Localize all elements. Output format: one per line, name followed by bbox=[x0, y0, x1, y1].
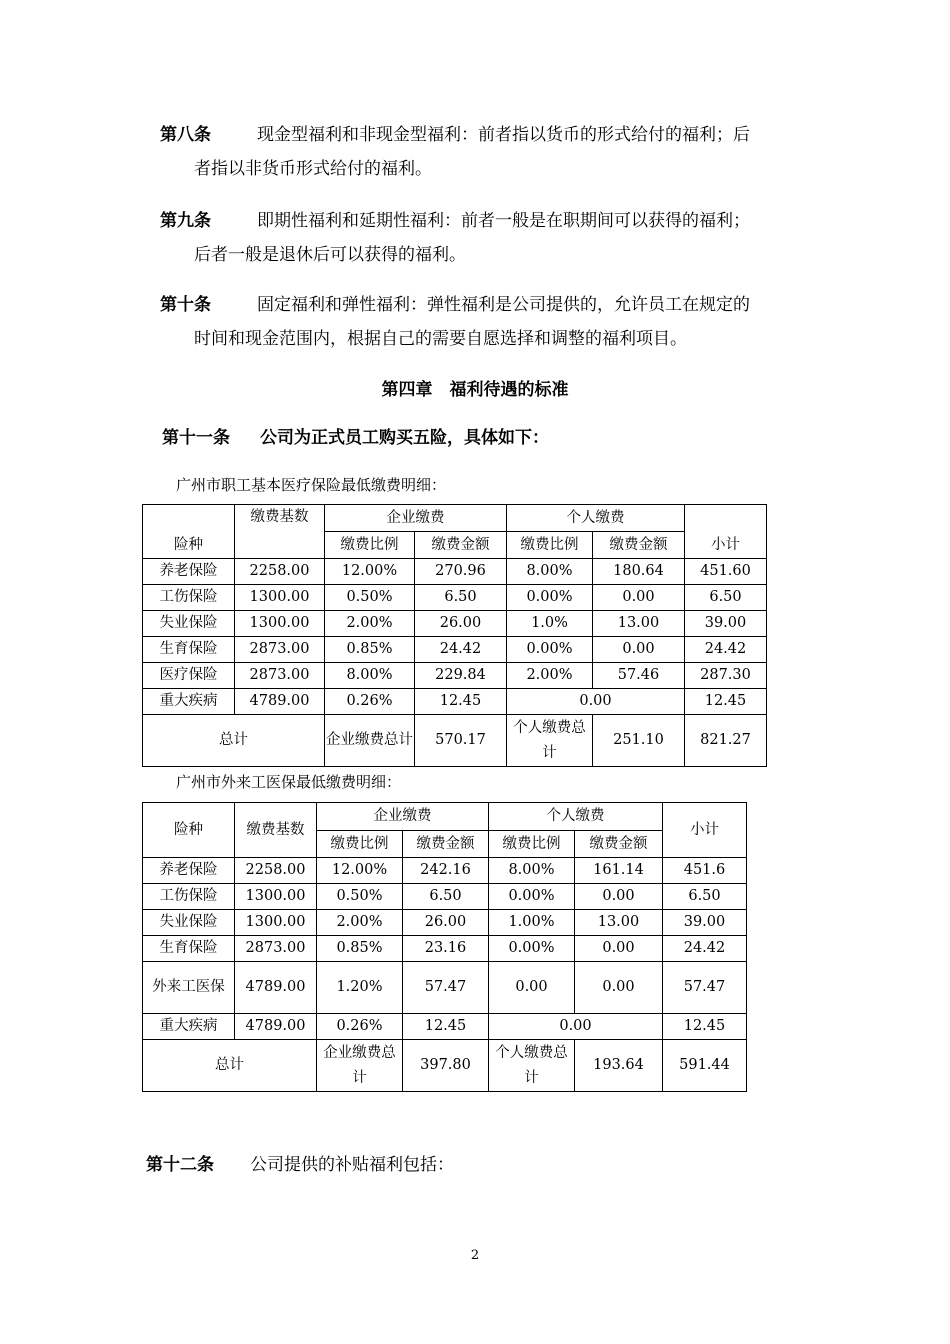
cell-personal-rate: 0.00% bbox=[489, 884, 575, 910]
table2-caption: 广州市外来工医保最低缴费明细： bbox=[176, 773, 402, 791]
cell-subtotal: 24.42 bbox=[663, 936, 747, 962]
cell-type: 失业保险 bbox=[143, 910, 235, 936]
cell-personal-rate: 0.00 bbox=[489, 962, 575, 1014]
cell-base: 1300.00 bbox=[235, 884, 317, 910]
cell-type: 生育保险 bbox=[143, 936, 235, 962]
cell-personal-rate: 2.00% bbox=[507, 663, 593, 689]
article-text-cont: 时间和现金范围内，根据自己的需要自愿选择和调整的福利项目。 bbox=[194, 329, 687, 349]
cell-company-amount: 6.50 bbox=[403, 884, 489, 910]
cell-subtotal: 39.00 bbox=[663, 910, 747, 936]
header-personal-rate: 缴费比例 bbox=[507, 532, 593, 559]
cell-company-rate: 12.00% bbox=[317, 858, 403, 884]
cell-personal-amount: 0.00 bbox=[593, 637, 685, 663]
cell-subtotal: 6.50 bbox=[685, 585, 767, 611]
total-all-value: 821.27 bbox=[685, 715, 767, 767]
cell-company-rate: 1.20% bbox=[317, 962, 403, 1014]
cell-company-amount: 6.50 bbox=[415, 585, 507, 611]
article-number: 第十一条 bbox=[162, 428, 230, 448]
header-personal-amount: 缴费金额 bbox=[593, 532, 685, 559]
article-text-cont: 后者一般是退休后可以获得的福利。 bbox=[194, 245, 466, 265]
table-row bbox=[143, 962, 747, 1014]
header-personal: 个人缴费 bbox=[507, 505, 685, 532]
cell-base: 2873.00 bbox=[235, 663, 325, 689]
cell-type: 工伤保险 bbox=[143, 585, 235, 611]
cell-company-amount: 12.45 bbox=[415, 689, 507, 715]
cell-company-rate: 0.50% bbox=[317, 884, 403, 910]
cell-personal-amount: 57.46 bbox=[593, 663, 685, 689]
cell-company-rate: 12.00% bbox=[325, 559, 415, 585]
cell-company-rate: 0.50% bbox=[325, 585, 415, 611]
cell-type: 重大疾病 bbox=[143, 1014, 235, 1040]
article-text: 公司为正式员工购买五险，具体如下： bbox=[260, 428, 549, 448]
cell-base: 4789.00 bbox=[235, 689, 325, 715]
cell-base: 2873.00 bbox=[235, 637, 325, 663]
cell-base: 1300.00 bbox=[235, 910, 317, 936]
header-company-amount: 缴费金额 bbox=[403, 831, 489, 858]
cell-company-rate: 0.26% bbox=[317, 1014, 403, 1040]
cell-base: 2258.00 bbox=[235, 858, 317, 884]
cell-base: 1300.00 bbox=[235, 585, 325, 611]
cell-company-amount: 229.84 bbox=[415, 663, 507, 689]
table-row-total bbox=[143, 715, 767, 767]
header-company: 企业缴费 bbox=[325, 505, 507, 532]
header-personal: 个人缴费 bbox=[489, 803, 663, 831]
cell-type: 工伤保险 bbox=[143, 884, 235, 910]
header-type: 险种 bbox=[143, 803, 235, 858]
header-type: 险种 bbox=[143, 505, 235, 559]
cell-company-amount: 26.00 bbox=[415, 611, 507, 637]
article-text: 即期性福利和延期性福利：前者一般是在职期间可以获得的福利； bbox=[257, 211, 750, 231]
cell-company-amount: 26.00 bbox=[403, 910, 489, 936]
article-number: 第八条 bbox=[160, 125, 211, 145]
total-company-value: 397.80 bbox=[403, 1040, 489, 1092]
cell-personal-amount: 13.00 bbox=[593, 611, 685, 637]
cell-subtotal: 39.00 bbox=[685, 611, 767, 637]
cell-company-amount: 242.16 bbox=[403, 858, 489, 884]
cell-subtotal: 287.30 bbox=[685, 663, 767, 689]
table-row-total bbox=[143, 1040, 747, 1092]
cell-subtotal: 57.47 bbox=[663, 962, 747, 1014]
page-number: 2 bbox=[470, 1248, 480, 1263]
total-company-label: 企业缴费总计 bbox=[317, 1040, 403, 1092]
cell-personal-rate: 8.00% bbox=[507, 559, 593, 585]
total-label: 总计 bbox=[143, 715, 325, 767]
table-row bbox=[143, 585, 767, 611]
article-8 bbox=[160, 118, 820, 186]
cell-subtotal: 451.60 bbox=[685, 559, 767, 585]
cell-personal-merged: 0.00 bbox=[489, 1014, 663, 1040]
cell-company-amount: 57.47 bbox=[403, 962, 489, 1014]
table-row bbox=[143, 936, 747, 962]
header-subtotal: 小计 bbox=[685, 505, 767, 559]
cell-type: 生育保险 bbox=[143, 637, 235, 663]
total-company-label: 企业缴费总计 bbox=[325, 715, 415, 767]
cell-personal-amount: 161.14 bbox=[575, 858, 663, 884]
article-11 bbox=[162, 426, 549, 450]
cell-base: 4789.00 bbox=[235, 1014, 317, 1040]
cell-personal-rate: 0.00% bbox=[489, 936, 575, 962]
total-company-value: 570.17 bbox=[415, 715, 507, 767]
cell-base: 2258.00 bbox=[235, 559, 325, 585]
cell-personal-amount: 0.00 bbox=[575, 936, 663, 962]
table2 bbox=[142, 802, 747, 1092]
cell-type: 养老保险 bbox=[143, 858, 235, 884]
total-personal-label: 个人缴费总计 bbox=[489, 1040, 575, 1092]
cell-company-amount: 24.42 bbox=[415, 637, 507, 663]
cell-subtotal: 12.45 bbox=[685, 689, 767, 715]
table-row bbox=[143, 559, 767, 585]
cell-subtotal: 12.45 bbox=[663, 1014, 747, 1040]
cell-type: 重大疾病 bbox=[143, 689, 235, 715]
cell-subtotal: 451.6 bbox=[663, 858, 747, 884]
header-company-rate: 缴费比例 bbox=[317, 831, 403, 858]
total-personal-label: 个人缴费总计 bbox=[507, 715, 593, 767]
table-row-serious-illness bbox=[143, 1014, 747, 1040]
cell-company-rate: 2.00% bbox=[317, 910, 403, 936]
cell-personal-amount: 0.00 bbox=[593, 585, 685, 611]
header-company-rate: 缴费比例 bbox=[325, 532, 415, 559]
cell-subtotal: 24.42 bbox=[685, 637, 767, 663]
cell-personal-rate: 0.00% bbox=[507, 585, 593, 611]
header-subtotal: 小计 bbox=[663, 803, 747, 858]
chapter-title: 第四章 福利待遇的标准 bbox=[381, 380, 569, 400]
table-row bbox=[143, 858, 747, 884]
cell-company-amount: 23.16 bbox=[403, 936, 489, 962]
cell-type: 医疗保险 bbox=[143, 663, 235, 689]
table-row bbox=[143, 611, 767, 637]
table-row-serious-illness bbox=[143, 689, 767, 715]
article-text-cont: 者指以非货币形式给付的福利。 bbox=[194, 159, 432, 179]
total-personal-value: 193.64 bbox=[575, 1040, 663, 1092]
article-10 bbox=[160, 288, 820, 356]
cell-base: 1300.00 bbox=[235, 611, 325, 637]
cell-base: 4789.00 bbox=[235, 962, 317, 1014]
cell-company-rate: 0.85% bbox=[317, 936, 403, 962]
total-label: 总计 bbox=[143, 1040, 317, 1092]
total-all-value: 591.44 bbox=[663, 1040, 747, 1092]
cell-personal-rate: 1.00% bbox=[489, 910, 575, 936]
table-row bbox=[143, 663, 767, 689]
cell-company-rate: 2.00% bbox=[325, 611, 415, 637]
article-number: 第十二条 bbox=[146, 1155, 214, 1175]
cell-personal-rate: 1.0% bbox=[507, 611, 593, 637]
article-text: 固定福利和弹性福利：弹性福利是公司提供的，允许员工在规定的 bbox=[257, 295, 750, 315]
cell-personal-merged: 0.00 bbox=[507, 689, 685, 715]
cell-personal-amount: 0.00 bbox=[575, 962, 663, 1014]
cell-personal-rate: 0.00% bbox=[507, 637, 593, 663]
table1-caption: 广州市职工基本医疗保险最低缴费明细： bbox=[176, 476, 447, 494]
cell-personal-amount: 180.64 bbox=[593, 559, 685, 585]
table-row bbox=[143, 884, 747, 910]
header-base: 缴费基数 bbox=[235, 505, 325, 559]
table1 bbox=[142, 504, 767, 767]
cell-company-rate: 0.26% bbox=[325, 689, 415, 715]
header-company: 企业缴费 bbox=[317, 803, 489, 831]
table-row bbox=[143, 637, 767, 663]
cell-personal-amount: 0.00 bbox=[575, 884, 663, 910]
cell-type: 失业保险 bbox=[143, 611, 235, 637]
article-text: 公司提供的补贴福利包括： bbox=[250, 1155, 454, 1175]
header-company-amount: 缴费金额 bbox=[415, 532, 507, 559]
cell-base: 2873.00 bbox=[235, 936, 317, 962]
article-number: 第九条 bbox=[160, 211, 211, 231]
header-personal-amount: 缴费金额 bbox=[575, 831, 663, 858]
cell-personal-rate: 8.00% bbox=[489, 858, 575, 884]
article-number: 第十条 bbox=[160, 295, 211, 315]
cell-company-rate: 8.00% bbox=[325, 663, 415, 689]
cell-type: 养老保险 bbox=[143, 559, 235, 585]
cell-company-rate: 0.85% bbox=[325, 637, 415, 663]
header-base: 缴费基数 bbox=[235, 803, 317, 858]
cell-company-amount: 270.96 bbox=[415, 559, 507, 585]
header-personal-rate: 缴费比例 bbox=[489, 831, 575, 858]
cell-subtotal: 6.50 bbox=[663, 884, 747, 910]
article-9 bbox=[160, 204, 820, 272]
total-personal-value: 251.10 bbox=[593, 715, 685, 767]
cell-company-amount: 12.45 bbox=[403, 1014, 489, 1040]
cell-personal-amount: 13.00 bbox=[575, 910, 663, 936]
article-text: 现金型福利和非现金型福利：前者指以货币的形式给付的福利；后 bbox=[257, 125, 750, 145]
table-row bbox=[143, 910, 747, 936]
cell-type: 外来工医保 bbox=[143, 962, 235, 1014]
article-12 bbox=[146, 1148, 454, 1182]
